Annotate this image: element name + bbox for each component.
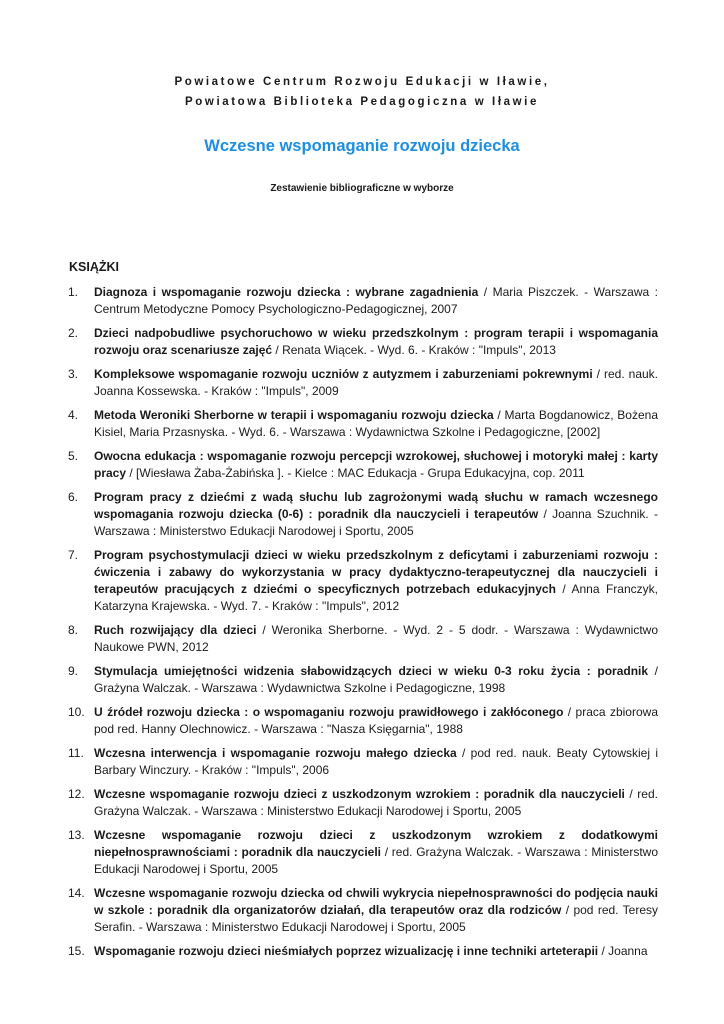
item-title: Wspomaganie rozwoju dzieci nieśmiałych poprzez wizualizację i inne techniki arteterapii	[94, 944, 599, 958]
bibliography-item	[68, 786, 658, 820]
item-number: 2.	[68, 326, 79, 340]
item-number: 3.	[68, 367, 79, 381]
item-title: Wczesne wspomaganie rozwoju dzieci z uszkodzonym wzrokiem z dodatkowymi niepełnosprawnościami : poradnik dla nauczycieli	[94, 828, 658, 859]
bibliography-item	[68, 622, 658, 656]
item-details: / praca zbiorowa pod red. Hanny Olechnowicz. - Warszawa : "Nasza Księgarnia", 1988	[94, 705, 658, 736]
item-number: 13.	[68, 828, 85, 842]
bibliography-item	[68, 547, 658, 615]
item-number: 15.	[68, 944, 85, 958]
item-details: / pod red. Teresy Serafin. - Warszawa : Ministerstwo Edukacji Narodowej i Sportu, 2005	[94, 903, 658, 934]
bibliography-list	[68, 284, 658, 967]
item-details: / Joanna Szuchnik. - Warszawa : Ministerstwo Edukacji Narodowej i Sportu, 2005	[94, 507, 659, 538]
item-details: / Anna Franczyk, Katarzyna Krajewska. - Wyd. 7. - Kraków : "Impuls", 2012	[94, 582, 658, 613]
item-number: 10.	[68, 705, 85, 719]
item-title: Stymulacja umiejętności widzenia słabowidzących dzieci w wieku 0-3 roku życia : poradnik	[94, 664, 649, 678]
item-number: 8.	[68, 623, 79, 637]
item-details: / Maria Piszczek. - Warszawa : Centrum Metodyczne Pomocy Psychologiczno-Pedagogicznej, 2007	[94, 285, 658, 316]
organization-line-1: Powiatowe Centrum Rozwoju Edukacji w Iławie,	[174, 76, 550, 88]
item-title: Wczesne wspomaganie rozwoju dzieci z uszkodzonym wzrokiem : poradnik dla nauczycieli	[94, 787, 625, 801]
item-title: Metoda Weroniki Sherborne w terapii i wspomaganiu rozwoju dziecka	[94, 408, 494, 422]
item-number: 1.	[68, 285, 79, 299]
bibliography-item	[68, 885, 658, 936]
item-title: Kompleksowe wspomaganie rozwoju uczniów z autyzmem i zaburzeniami pokrewnymi	[94, 367, 593, 381]
bibliography-item	[68, 448, 658, 482]
bibliography-item	[68, 943, 658, 960]
item-number: 9.	[68, 664, 79, 678]
item-details: / [Wiesława Żaba-Żabińska ]. - Kielce : MAC Edukacja - Grupa Edukacyjna, cop. 2011	[126, 466, 585, 480]
item-number: 14.	[68, 886, 85, 900]
item-title: Dzieci nadpobudliwe psychoruchowo w wieku przedszkolnym : program terapii i wspomagania rozwoju oraz scenariusze zajęć	[94, 326, 658, 357]
bibliography-item	[68, 745, 658, 779]
item-title: Wczesna interwencja i wspomaganie rozwoju małego dziecka	[94, 746, 457, 760]
bibliography-item	[68, 489, 658, 540]
bibliography-item	[68, 325, 658, 359]
item-number: 7.	[68, 548, 79, 562]
item-number: 6.	[68, 490, 79, 504]
item-details: / red. nauk. Joanna Kossewska. - Kraków : "Impuls", 2009	[94, 367, 659, 398]
item-details: / pod red. nauk. Beaty Cytowskiej i Barbary Winczury. - Kraków : "Impuls", 2006	[94, 746, 658, 777]
item-details: / Grażyna Walczak. - Warszawa : Wydawnictwa Szkolne i Pedagogiczne, 1998	[94, 664, 658, 695]
organization-line-2: Powiatowa Biblioteka Pedagogiczna w Iławie	[185, 96, 539, 108]
item-title: Diagnoza i wspomaganie rozwoju dziecka : wybrane zagadnienia	[94, 285, 479, 299]
item-number: 12.	[68, 787, 85, 801]
item-details: / red. Grażyna Walczak. - Warszawa : Ministerstwo Edukacji Narodowej i Sportu, 2005	[94, 787, 658, 818]
bibliography-item	[68, 407, 658, 441]
item-title: Owocna edukacja : wspomaganie rozwoju percepcji wzrokowej, słuchowej i motoryki małej : karty pracy	[94, 449, 658, 480]
bibliography-item	[68, 284, 658, 318]
item-details: / Joanna	[598, 944, 648, 958]
bibliography-item	[68, 366, 658, 400]
item-title: Program pracy z dziećmi z wadą słuchu lub zagrożonymi wadą słuchu w ramach wczesnego wspomagania rozwoju dziecka (0-6) : poradnik dla nauczycieli i terapeutów	[94, 490, 658, 521]
item-details: / Marta Bogdanowicz, Bożena Kisiel, Maria Przasnyska. - Wyd. 6. - Warszawa : Wydawnictwa Szkolne i Pedagogiczne, [2002]	[94, 408, 659, 439]
item-details: / Weronika Sherborne. - Wyd. 2 - 5 dodr. - Warszawa : Wydawnictwo Naukowe PWN, 2012	[94, 623, 659, 654]
document-title: Wczesne wspomaganie rozwoju dziecka	[204, 137, 520, 155]
document-subtitle: Zestawienie bibliograficzne w wyborze	[270, 183, 454, 194]
bibliography-item	[68, 704, 658, 738]
section-heading-books: KSIĄŻKI	[69, 260, 119, 274]
item-title: Program psychostymulacji dzieci w wieku przedszkolnym z deficytami i zaburzeniami rozwoju : ćwiczenia i zabawy do wykorzystania w pracy dydaktyczno-terapeutycznej dla nauczycieli i terapeutów pracujących z dziećmi o specyficznych potrzebach edukacyjnych	[94, 548, 658, 596]
item-number: 11.	[68, 746, 84, 760]
item-number: 4.	[68, 408, 79, 422]
item-details: / red. Grażyna Walczak. - Warszawa : Ministerstwo Edukacji Narodowej i Sportu, 2005	[94, 845, 658, 876]
item-title: U źródeł rozwoju dziecka : o wspomaganiu rozwoju prawidłowego i zakłóconego	[94, 705, 564, 719]
bibliography-item	[68, 663, 658, 697]
item-title: Wczesne wspomaganie rozwoju dziecka od chwili wykrycia niepełnosprawności do podjęcia nauki w szkole : poradnik dla organizatorów działań, dla terapeutów oraz dla rodziców	[94, 886, 658, 917]
item-number: 5.	[68, 449, 79, 463]
bibliography-item	[68, 827, 658, 878]
item-details: / Renata Wiącek. - Wyd. 6. - Kraków : "Impuls", 2013	[272, 343, 556, 357]
item-title: Ruch rozwijający dla dzieci	[94, 623, 257, 637]
